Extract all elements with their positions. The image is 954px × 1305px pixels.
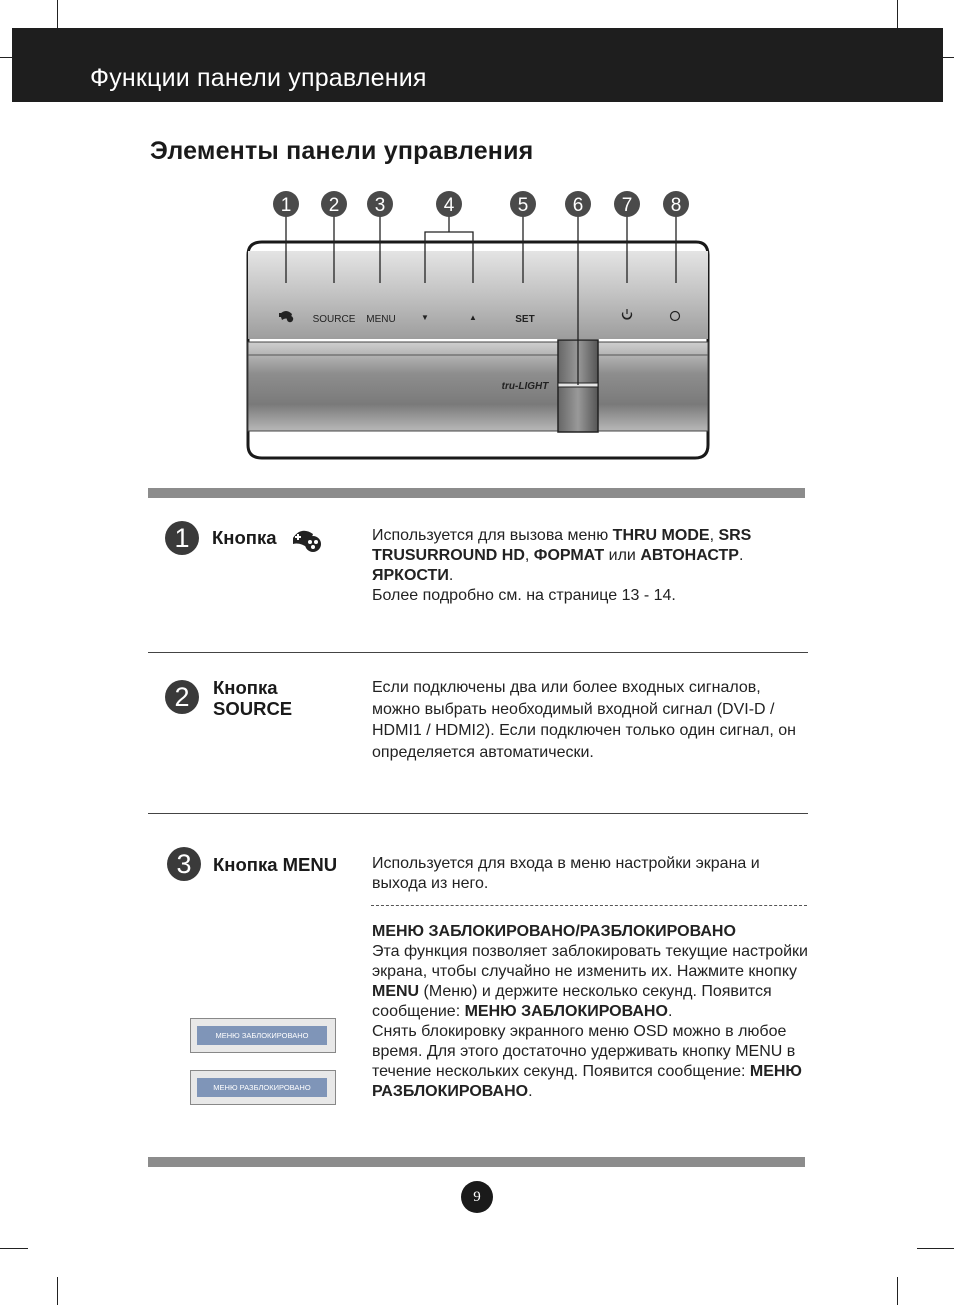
crop-mark	[0, 1248, 28, 1249]
item-3-name: Кнопка MENU	[213, 854, 338, 875]
osd-locked-text: МЕНЮ ЗАБЛОКИРОВАНО	[197, 1026, 327, 1045]
item-3-description: Используется для входа в меню настройки экрана и выхода из него.	[372, 855, 760, 892]
gamepad-icon	[290, 524, 326, 556]
control-panel-diagram	[240, 185, 720, 465]
item-separator	[148, 813, 808, 814]
item-1-number: 1	[165, 521, 199, 555]
header-title: Функции панели управления	[90, 64, 427, 92]
crop-mark	[917, 1248, 954, 1249]
section-divider	[148, 1157, 805, 1167]
osd-unlocked-text: МЕНЮ РАЗБЛОКИРОВАНО	[197, 1078, 327, 1097]
crop-mark	[57, 1277, 58, 1305]
crop-mark	[943, 57, 954, 58]
page-number: 9	[461, 1181, 493, 1213]
item-2-number: 2	[165, 680, 199, 714]
osd-unlocked-message	[190, 1070, 336, 1105]
brand-logo: tru-LIGHT	[501, 381, 549, 392]
dashed-divider	[371, 905, 807, 906]
item-3-number: 3	[167, 847, 201, 881]
crop-mark	[0, 57, 12, 58]
callout-label: 1	[280, 195, 292, 216]
callout-label: 7	[621, 195, 633, 216]
callout-label: 3	[374, 195, 386, 216]
callout-label: 2	[328, 195, 340, 216]
panel-label-source: SOURCE	[312, 314, 356, 325]
crop-mark	[897, 1277, 898, 1305]
callout-label: 8	[670, 195, 682, 216]
section-title: Элементы панели управления	[150, 137, 534, 165]
item-2-name: Кнопка SOURCE	[213, 677, 293, 719]
panel-label-set: SET	[515, 314, 535, 325]
item-2-description: Если подключены два или более входных сигналов, можно выбрать необходимый входной сигнал (DVI-D / HDMI1 / HDMI2). Если подключен только один сигнал, он определяется автоматически.	[372, 679, 797, 761]
panel-label-up: ▲	[469, 313, 477, 322]
panel-label-menu: MENU	[366, 314, 396, 325]
item-1-name: Кнопка	[212, 527, 277, 548]
callout-label: 4	[443, 195, 455, 216]
callout-label: 6	[572, 195, 584, 216]
callout-label: 5	[517, 195, 529, 216]
item-separator	[148, 652, 808, 653]
panel-label-down: ▼	[421, 313, 429, 322]
item-1-description: Используется для вызова меню THRU MODE, SRS TRUSURROUND HD, ФОРМАТ или АВТОНАСТР. ЯРКОСТИ. Более подробно см. на странице 13 - 14.	[372, 527, 752, 604]
crop-mark	[897, 0, 898, 28]
menu-lock-description: МЕНЮ ЗАБЛОКИРОВАНО/РАЗБЛОКИРОВАНО Эта функция позволяет заблокировать текущие настройки экрана, чтобы случайно не изменить их. Нажмите кнопку MENU (Меню) и держите несколько секунд. Появится сообщение: МЕНЮ ЗАБЛОКИРОВАНО. Снять блокировку экранного меню OSD можно в любое время. Для этого достаточно удерживать кнопку MENU в течение нескольких секунд. Появится сообщение: МЕНЮ РАЗБЛОКИРОВАНО.	[372, 923, 808, 1100]
section-divider	[148, 488, 805, 498]
crop-mark	[57, 0, 58, 28]
osd-locked-message	[190, 1018, 336, 1053]
